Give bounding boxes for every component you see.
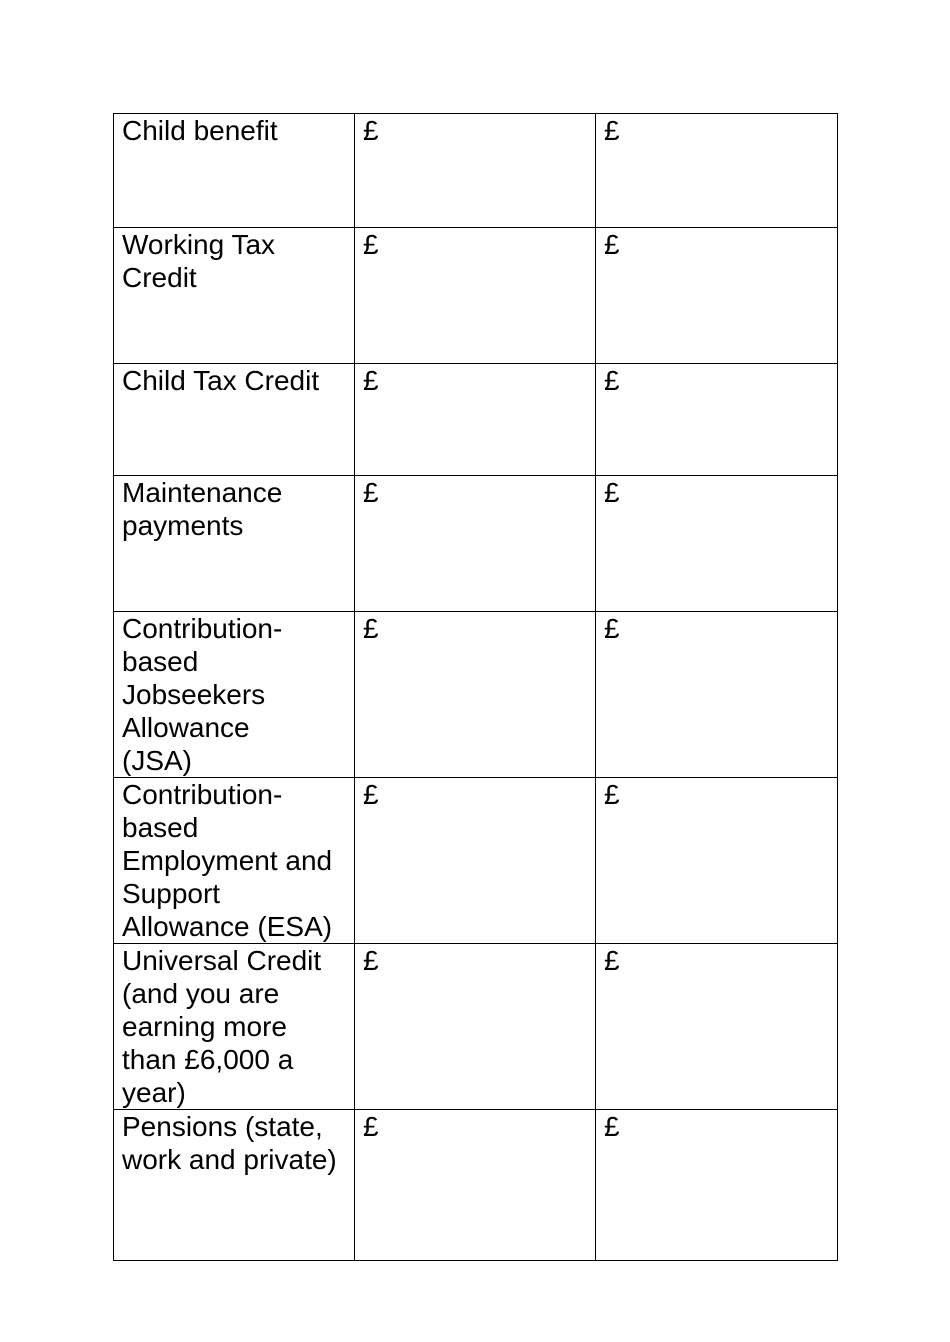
currency-symbol: £ — [604, 613, 620, 644]
amount-cell[interactable] — [596, 944, 838, 1110]
income-table — [113, 113, 838, 1261]
amount-cell[interactable] — [355, 778, 596, 944]
currency-symbol: £ — [604, 229, 620, 260]
currency-symbol: £ — [363, 613, 379, 644]
income-type-cell — [114, 114, 355, 228]
income-type-label: Pensions (state, work and private) — [122, 1111, 337, 1175]
table-row — [114, 1110, 838, 1261]
table-row — [114, 364, 838, 476]
table-row — [114, 778, 838, 944]
income-type-label: Contribution-based Jobseekers Allowance (JSA) — [122, 613, 283, 776]
amount-cell[interactable] — [596, 1110, 838, 1261]
table-row — [114, 114, 838, 228]
currency-symbol: £ — [363, 477, 379, 508]
currency-symbol: £ — [604, 1111, 620, 1142]
currency-symbol: £ — [604, 945, 620, 976]
amount-cell[interactable] — [355, 476, 596, 612]
currency-symbol: £ — [604, 477, 620, 508]
table-row — [114, 476, 838, 612]
income-type-cell — [114, 364, 355, 476]
table-row — [114, 228, 838, 364]
amount-cell[interactable] — [355, 114, 596, 228]
currency-symbol: £ — [604, 779, 620, 810]
amount-cell[interactable] — [596, 114, 838, 228]
income-type-label: Child benefit — [122, 115, 278, 146]
amount-cell[interactable] — [596, 778, 838, 944]
currency-symbol: £ — [363, 229, 379, 260]
table-row — [114, 612, 838, 778]
income-type-label: Contribution-based Employment and Support Allowance (ESA) — [122, 779, 333, 942]
income-type-label: Child Tax Credit — [122, 365, 320, 396]
currency-symbol: £ — [363, 115, 379, 146]
currency-symbol: £ — [604, 115, 620, 146]
income-type-cell — [114, 612, 355, 778]
income-type-label: Working Tax Credit — [122, 229, 276, 293]
currency-symbol: £ — [604, 365, 620, 396]
currency-symbol: £ — [363, 945, 379, 976]
currency-symbol: £ — [363, 779, 379, 810]
currency-symbol: £ — [363, 1111, 379, 1142]
income-type-cell — [114, 476, 355, 612]
amount-cell[interactable] — [355, 1110, 596, 1261]
income-type-label: Universal Credit (and you are earning more than £6,000 a year) — [122, 945, 322, 1108]
amount-cell[interactable] — [596, 228, 838, 364]
income-type-cell — [114, 778, 355, 944]
amount-cell[interactable] — [596, 612, 838, 778]
table-row — [114, 944, 838, 1110]
amount-cell[interactable] — [596, 364, 838, 476]
income-type-label: Maintenance payments — [122, 477, 283, 541]
amount-cell[interactable] — [355, 228, 596, 364]
amount-cell[interactable] — [355, 612, 596, 778]
income-type-cell — [114, 944, 355, 1110]
amount-cell[interactable] — [355, 364, 596, 476]
amount-cell[interactable] — [596, 476, 838, 612]
income-type-cell — [114, 228, 355, 364]
amount-cell[interactable] — [355, 944, 596, 1110]
currency-symbol: £ — [363, 365, 379, 396]
income-type-cell — [114, 1110, 355, 1261]
